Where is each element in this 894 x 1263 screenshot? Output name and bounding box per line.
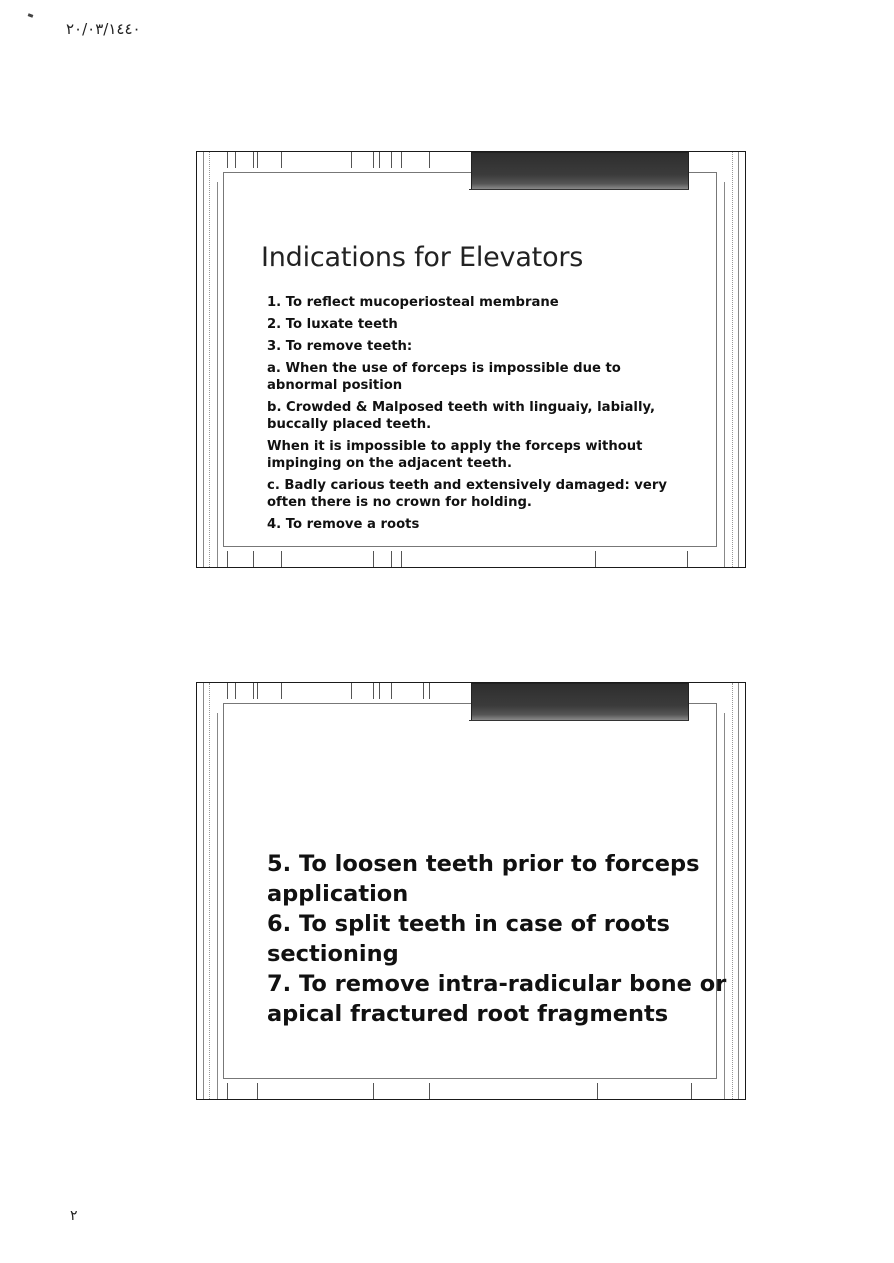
list-item: 4. To remove a roots — [267, 517, 420, 532]
slide-indications — [196, 151, 746, 568]
list-item: 2. To luxate teeth — [267, 317, 398, 332]
list-item: 3. To remove teeth: — [267, 339, 413, 354]
list-item: 1. To reflect mucoperiosteal membrane — [267, 295, 559, 310]
list-item: 5. To loosen teeth prior to forceps application — [267, 851, 700, 907]
slide-title: Indications for Elevators — [261, 242, 584, 273]
list-item: 6. To split teeth in case of roots sectioning — [267, 911, 670, 967]
list-item: When it is impossible to apply the forceps without impinging on the adjacent teeth. — [267, 439, 643, 471]
list-item: c. Badly carious teeth and extensively damaged: very often there is no crown for holding. — [267, 478, 667, 510]
list-item: 7. To remove intra-radicular bone or apical fractured root fragments — [267, 971, 727, 1027]
slide-content — [267, 849, 727, 1029]
scan-mark — [28, 13, 34, 18]
header-date: ٢٠/٠٣/١٤٤٠ — [66, 20, 141, 38]
slide-content — [267, 294, 687, 538]
page-number: ٢ — [70, 1208, 78, 1224]
title-bar-decoration — [471, 152, 689, 190]
list-item: a. When the use of forceps is impossible due to abnormal position — [267, 361, 621, 393]
slide-indications-continued — [196, 682, 746, 1100]
title-bar-decoration — [471, 683, 689, 721]
list-item: b. Crowded & Malposed teeth with linguaiy, labially, buccally placed teeth. — [267, 400, 656, 432]
